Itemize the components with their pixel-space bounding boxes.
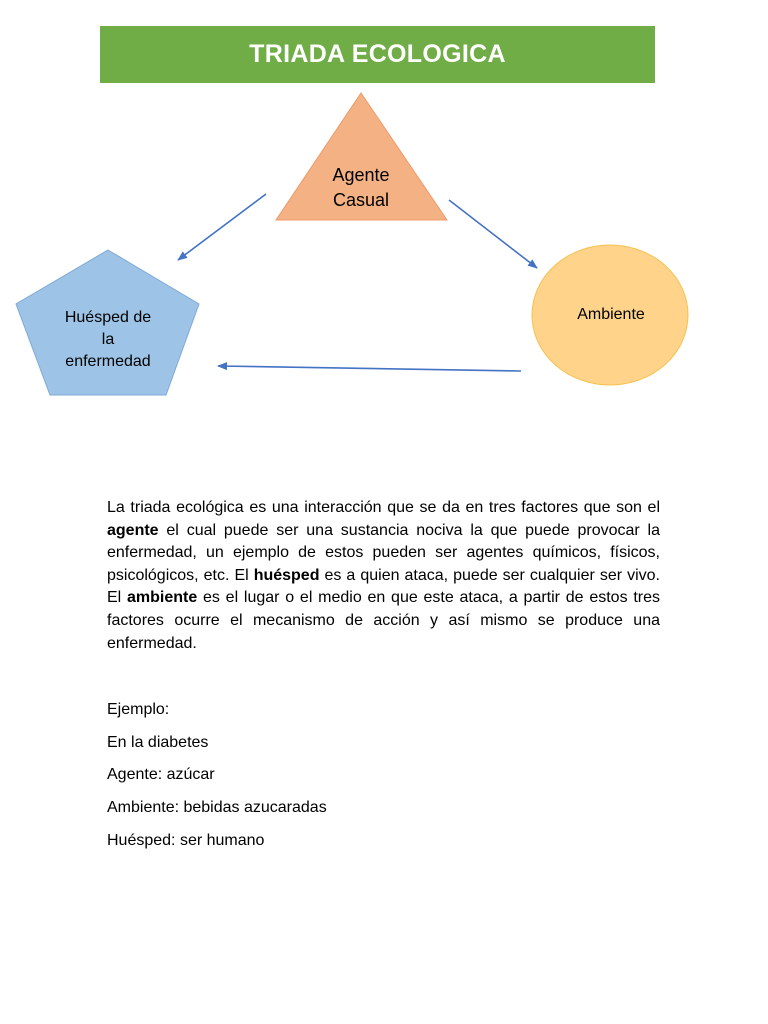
agent-label xyxy=(300,163,422,213)
host-label-line3: enfermedad xyxy=(65,353,151,370)
page-title: TRIADA ECOLOGICA xyxy=(249,40,506,68)
host-label xyxy=(52,307,164,373)
host-label-line1: Huésped de xyxy=(64,309,152,326)
term-huesped: huésped xyxy=(253,566,320,584)
para-text-2: el cual puede ser una sustancia nociva la que puede provocar la enfermedad, un ejemplo de estos pueden ser agentes químicos, físicos, psicológicos, etc. El xyxy=(107,521,660,584)
ecological-triad-diagram xyxy=(0,0,768,460)
example-line-diabetes: En la diabetes xyxy=(107,734,209,751)
example-line-environment: Ambiente: bebidas azucaradas xyxy=(107,799,327,816)
arrow-environment-to-host xyxy=(218,366,521,371)
environment-label: Ambiente xyxy=(577,306,645,323)
example-line-agent: Agente: azúcar xyxy=(107,766,215,783)
para-text-3: es a quien ataca, puede ser cualquier ser vivo. El xyxy=(107,566,660,607)
para-text-4: es el lugar o el medio en que este ataca, a partir de estos tres factores ocurre el mecanismo de acción y así mismo se produce una enfermedad. xyxy=(107,589,661,652)
term-agente: agente xyxy=(107,521,159,539)
example-heading: Ejemplo: xyxy=(107,701,170,718)
agent-label-line2: Casual xyxy=(332,190,390,210)
para-text-1: La triada ecológica es una interacción que se da en tres factores que son el xyxy=(107,499,660,516)
term-ambiente: ambiente xyxy=(127,589,198,607)
description-paragraph xyxy=(107,497,660,655)
host-label-line2: la xyxy=(101,331,115,348)
arrow-agent-to-environment xyxy=(449,200,537,268)
example-line-host: Huésped: ser humano xyxy=(107,832,265,849)
arrow-agent-to-host xyxy=(178,194,266,260)
agent-label-line1: Agente xyxy=(332,165,390,185)
